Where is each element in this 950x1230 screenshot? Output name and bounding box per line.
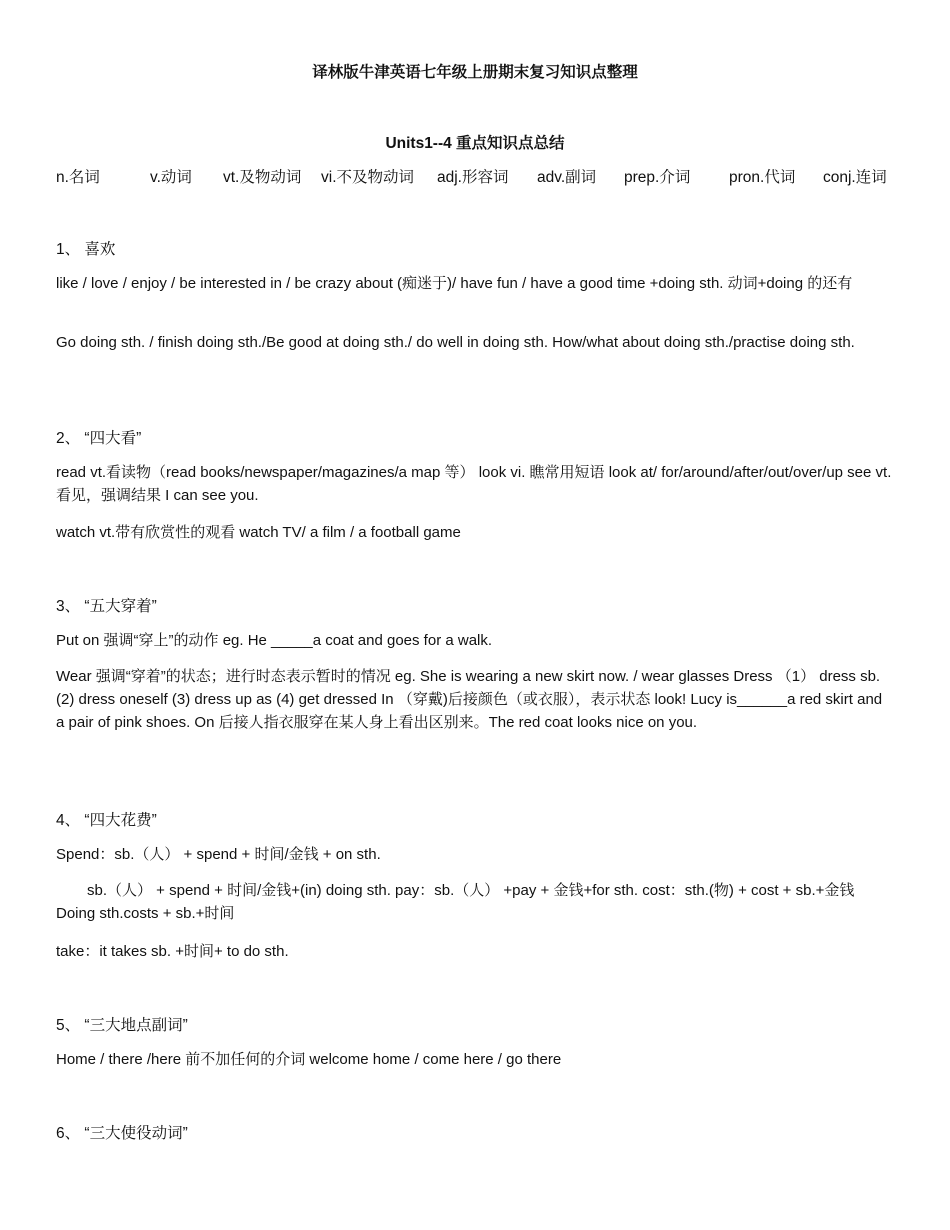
section-heading-like: 1、 喜欢 <box>56 241 116 258</box>
abbr-intransitive-verb: vi.不及物动词 <box>321 169 415 186</box>
abbr-adjective: adj.形容词 <box>437 169 509 186</box>
abbr-noun: n.名词 <box>56 169 100 186</box>
abbr-conjunction: conj.连词 <box>823 169 887 186</box>
section-paragraph: Wear 强调“穿着”的状态；进行时态表示暂时的情况 eg. She is wearing a new skirt now. / wear glasses Dress （1） dress sb. (2) dress oneself (3) dress up as (4) get dressed In （穿戴)后接颜色（或衣服），表示状态 look! Lucy is______a red skirt and a pair of pink shoes. On 后接人指衣服穿在某人身上看出区别来。The red coat looks nice on you. <box>56 668 883 731</box>
section-paragraph: Go doing sth. / finish doing sth./Be good at doing sth./ do well in doing sth. How/what about doing sth./practise doing sth. <box>56 334 855 351</box>
document-subtitle: Units1--4 重点知识点总结 <box>385 135 565 152</box>
section-paragraph: take：it takes sb. +时间+ to do sth. <box>56 943 289 960</box>
section-paragraph: sb.（人） + spend + 时间/金钱+(in) doing sth. pay：sb.（人） +pay + 金钱+for sth. cost：sth.(物) + cost + sb.+金钱 Doing sth.costs + sb.+时间 <box>56 882 855 922</box>
abbr-transitive-verb: vt.及物动词 <box>223 169 302 186</box>
document-title: 译林版牛津英语七年级上册期末复习知识点整理 <box>312 64 638 81</box>
section-paragraph: like / love / enjoy / be interested in / be crazy about (痴迷于)/ have fun / have a good time +doing sth. 动词+doing 的还有 <box>56 275 853 292</box>
section-heading-look: 2、 “四大看” <box>56 430 142 447</box>
section-heading-spend: 4、 “四大花费” <box>56 812 157 829</box>
abbr-pronoun: pron.代词 <box>729 169 796 186</box>
section-paragraph: read vt.看读物（read books/newspaper/magazines/a map 等） look vi. 瞧常用短语 look at/ for/around/after/out/over/up see vt.看见，强调结果 I can see you. <box>56 464 892 504</box>
section-heading-place-adverbs: 5、 “三大地点副词” <box>56 1017 188 1034</box>
section-heading-causative-verbs: 6、 “三大使役动词” <box>56 1125 188 1142</box>
section-paragraph: Home / there /here 前不加任何的介词 welcome home / come here / go there <box>56 1051 562 1068</box>
abbr-preposition: prep.介词 <box>624 169 691 186</box>
abbr-adverb: adv.副词 <box>537 169 597 186</box>
section-paragraph: watch vt.带有欣赏性的观看 watch TV/ a film / a football game <box>56 524 461 541</box>
section-heading-wear: 3、 “五大穿着” <box>56 598 157 615</box>
section-paragraph: Spend：sb.（人） + spend + 时间/金钱 + on sth. <box>56 846 381 863</box>
section-paragraph: Put on 强调“穿上”的动作 eg. He _____a coat and goes for a walk. <box>56 632 493 649</box>
abbr-verb: v.动词 <box>150 169 192 186</box>
